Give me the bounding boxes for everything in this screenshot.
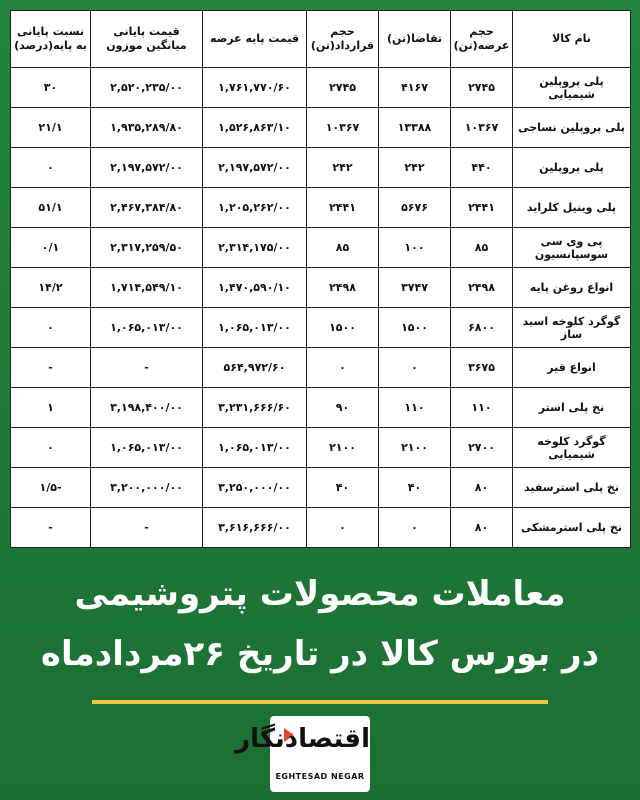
column-header: قیمت پایانی میانگین موزون [91, 11, 203, 68]
value-cell: - [11, 508, 91, 548]
value-cell: ۲۱/۱ [11, 108, 91, 148]
value-cell: - [11, 348, 91, 388]
value-cell: ۰/۱ [11, 228, 91, 268]
logo [235, 716, 370, 792]
value-cell: ۰ [379, 348, 451, 388]
value-cell: ۲۷۰۰ [451, 428, 513, 468]
product-name-cell: پلی پروپلین شیمیایی [513, 68, 631, 108]
product-name-cell: پلی وینیل کلراید [513, 188, 631, 228]
product-name-cell: انواع روغن پایه [513, 268, 631, 308]
value-cell: ۹۰ [307, 388, 379, 428]
value-cell: ۱ [11, 388, 91, 428]
value-cell: ۰ [11, 308, 91, 348]
value-cell: ۳,۱۹۸,۴۰۰/۰۰ [91, 388, 203, 428]
table-row [11, 188, 631, 228]
value-cell: ۳۰ [11, 68, 91, 108]
value-cell: ۳,۶۱۶,۶۶۶/۰۰ [203, 508, 307, 548]
product-name-cell: انواع قیر [513, 348, 631, 388]
product-name-cell: پلی پروپلین نساجی [513, 108, 631, 148]
value-cell: ۸۰ [451, 508, 513, 548]
value-cell: ۱,۷۱۴,۵۴۹/۱۰ [91, 268, 203, 308]
column-header: نام کالا [513, 11, 631, 68]
value-cell: ۳,۲۰۰,۰۰۰/۰۰ [91, 468, 203, 508]
table-row [11, 428, 631, 468]
table-row [11, 108, 631, 148]
value-cell: ۰ [307, 508, 379, 548]
value-cell: ۴۱۶۷ [379, 68, 451, 108]
table-row [11, 388, 631, 428]
table-row [11, 268, 631, 308]
value-cell: ۲,۳۱۴,۱۷۵/۰۰ [203, 228, 307, 268]
value-cell: ۱۴/۲ [11, 268, 91, 308]
value-cell: ۸۵ [307, 228, 379, 268]
product-name-cell: گوگرد کلوخه شیمیایی [513, 428, 631, 468]
value-cell: ۱۰۳۶۷ [451, 108, 513, 148]
value-cell: ۱,۴۷۰,۵۹۰/۱۰ [203, 268, 307, 308]
value-cell: - [91, 348, 203, 388]
value-cell: ۸۰ [451, 468, 513, 508]
trade-table [10, 10, 631, 548]
value-cell: ۱۳۳۸۸ [379, 108, 451, 148]
value-cell: ۲,۱۹۷,۵۷۲/۰۰ [91, 148, 203, 188]
value-cell: ۵۶۷۶ [379, 188, 451, 228]
column-header: قیمت پایه عرضه [203, 11, 307, 68]
logo-wordmark: اقتصادنگار [235, 724, 370, 754]
value-cell: -۱/۵ [11, 468, 91, 508]
value-cell: ۰ [11, 148, 91, 188]
value-cell: ۲۱۰۰ [379, 428, 451, 468]
value-cell: ۲۷۴۵ [451, 68, 513, 108]
value-cell: ۱,۷۶۱,۷۷۰/۶۰ [203, 68, 307, 108]
value-cell: ۱,۹۳۵,۲۸۹/۸۰ [91, 108, 203, 148]
value-cell: ۱,۰۶۵,۰۱۳/۰۰ [91, 308, 203, 348]
value-cell: ۲۴۲ [307, 148, 379, 188]
table-row [11, 348, 631, 388]
value-cell: ۱,۲۰۵,۲۶۲/۰۰ [203, 188, 307, 228]
headline-line-2: در بورس کالا در تاریخ ۲۶مردادماه [40, 634, 600, 674]
trade-table-container [10, 10, 630, 548]
value-cell: ۱۰۳۶۷ [307, 108, 379, 148]
value-cell: ۱۵۰۰ [307, 308, 379, 348]
value-cell: ۱۰۰ [379, 228, 451, 268]
value-cell: ۲۴۴۱ [307, 188, 379, 228]
value-cell: ۱,۰۶۵,۰۱۳/۰۰ [203, 308, 307, 348]
value-cell: ۶۸۰۰ [451, 308, 513, 348]
value-cell: ۳,۲۵۰,۰۰۰/۰۰ [203, 468, 307, 508]
table-row [11, 228, 631, 268]
value-cell: ۲۱۰۰ [307, 428, 379, 468]
product-name-cell: نخ پلی استرمشکی [513, 508, 631, 548]
value-cell: ۳۶۷۵ [451, 348, 513, 388]
divider-rule [92, 700, 548, 704]
value-cell: ۱,۰۶۵,۰۱۳/۰۰ [91, 428, 203, 468]
value-cell: ۰ [379, 508, 451, 548]
column-header: حجم قرارداد(تن) [307, 11, 379, 68]
value-cell: ۱۱۰ [379, 388, 451, 428]
logo-subtitle: EGHTESAD NEGAR [275, 772, 365, 781]
table-header-row [11, 11, 631, 68]
product-name-cell: پلی پروپلین [513, 148, 631, 188]
product-name-cell: نخ پلی استرسفید [513, 468, 631, 508]
column-header: تقاضا(تن) [379, 11, 451, 68]
value-cell: ۲۴۹۸ [451, 268, 513, 308]
value-cell: ۲,۱۹۷,۵۷۲/۰۰ [203, 148, 307, 188]
value-cell: ۱,۵۲۶,۸۶۳/۱۰ [203, 108, 307, 148]
value-cell: ۳,۲۳۱,۶۶۶/۶۰ [203, 388, 307, 428]
value-cell: ۴۰ [379, 468, 451, 508]
value-cell: ۲۴۴۱ [451, 188, 513, 228]
value-cell: ۲۴۹۸ [307, 268, 379, 308]
column-header: نسبت پایانی به پایه(درصد) [11, 11, 91, 68]
value-cell: ۲۴۲ [379, 148, 451, 188]
value-cell: ۲,۴۶۷,۳۸۴/۸۰ [91, 188, 203, 228]
value-cell: ۴۰ [307, 468, 379, 508]
value-cell: ۵۱/۱ [11, 188, 91, 228]
table-row [11, 308, 631, 348]
product-name-cell: گوگرد کلوخه اسید ساز [513, 308, 631, 348]
value-cell: ۰ [11, 428, 91, 468]
value-cell: ۱۵۰۰ [379, 308, 451, 348]
value-cell: ۱,۰۶۵,۰۱۳/۰۰ [203, 428, 307, 468]
table-row [11, 468, 631, 508]
value-cell: ۵۶۴,۹۷۲/۶۰ [203, 348, 307, 388]
value-cell: - [91, 508, 203, 548]
value-cell: ۲,۳۱۷,۲۵۹/۵۰ [91, 228, 203, 268]
value-cell: ۸۵ [451, 228, 513, 268]
table-row [11, 68, 631, 108]
table-row [11, 508, 631, 548]
headline-line-1: معاملات محصولات پتروشیمی [74, 574, 566, 614]
table-row [11, 148, 631, 188]
value-cell: ۲۷۴۵ [307, 68, 379, 108]
product-name-cell: پی وی سی سوسپانسیون [513, 228, 631, 268]
value-cell: ۲,۵۲۰,۲۳۵/۰۰ [91, 68, 203, 108]
value-cell: ۰ [307, 348, 379, 388]
table-body [11, 68, 631, 548]
value-cell: ۴۴۰ [451, 148, 513, 188]
value-cell: ۱۱۰ [451, 388, 513, 428]
product-name-cell: نخ پلی استر [513, 388, 631, 428]
value-cell: ۳۷۴۷ [379, 268, 451, 308]
column-header: حجم عرضه(تن) [451, 11, 513, 68]
